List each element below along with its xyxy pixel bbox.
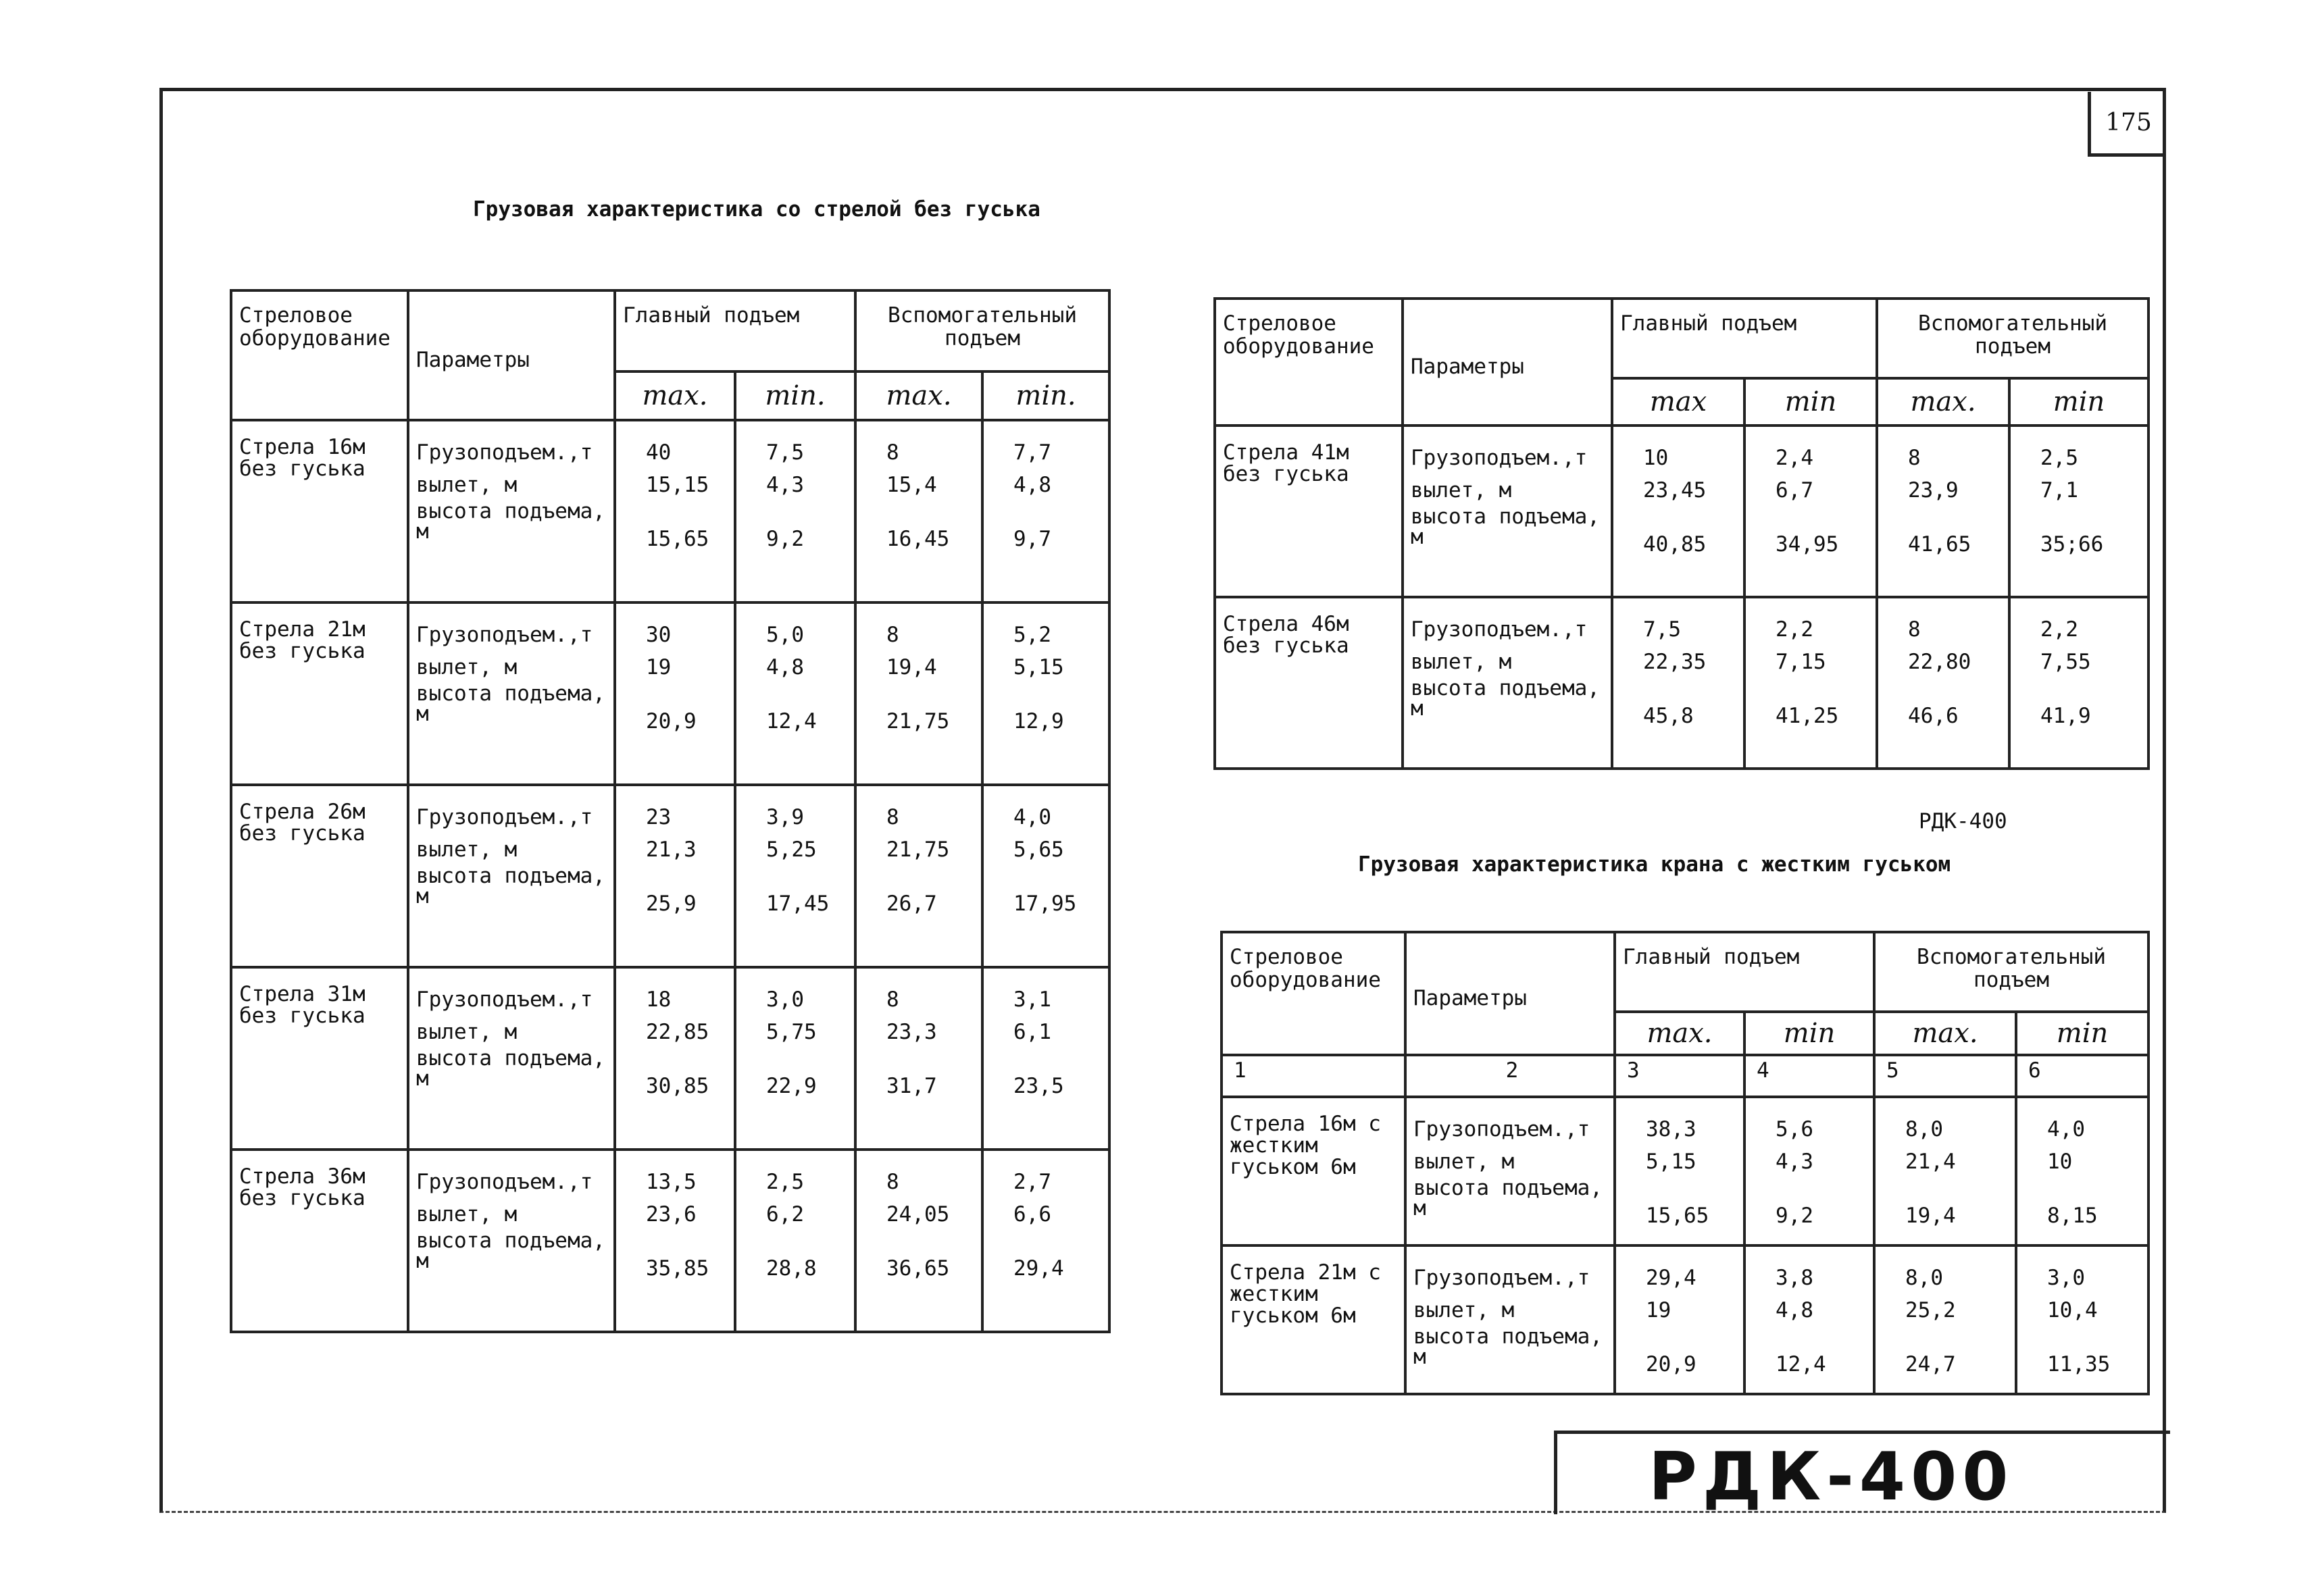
param-label-reach: вылет, м — [416, 655, 518, 679]
equipment-cell: Стрела 21м без гуська — [231, 602, 408, 785]
param-label-capacity: Грузоподъем.,т — [1411, 446, 1588, 470]
value-reach: 4,8 — [766, 655, 804, 679]
header-aux-max: max. — [1874, 1012, 2016, 1055]
value-cell — [855, 602, 982, 785]
value-height: 12,9 — [1013, 709, 1064, 733]
value-cell — [2016, 1245, 2148, 1394]
value-height: 34,95 — [1776, 532, 1839, 557]
value-cell — [1615, 1245, 1744, 1394]
value-cell — [2016, 1097, 2148, 1245]
param-label-reach: вылет, м — [1411, 650, 1512, 674]
header-main-min: min — [1744, 378, 1877, 426]
value-cell — [735, 1150, 855, 1332]
param-label-height: высота подъема, м — [416, 1046, 605, 1091]
param-label-reach: вылет, м — [1413, 1298, 1515, 1322]
value-cell — [855, 420, 982, 602]
value-cell — [615, 1150, 735, 1332]
value-cell — [615, 967, 735, 1150]
value-height: 24,7 — [1905, 1352, 1956, 1376]
equipment-cell: Стрела 16м без гуська — [231, 420, 408, 602]
params-cell — [408, 602, 615, 785]
value-cell — [982, 420, 1109, 602]
params-cell — [1405, 1097, 1615, 1245]
value-height: 36,65 — [886, 1256, 950, 1281]
value-capacity: 2,2 — [2040, 617, 2079, 642]
header-aux-min: min — [2009, 378, 2148, 426]
param-label-capacity: Грузоподъем.,т — [416, 1170, 593, 1194]
value-capacity: 8 — [886, 440, 899, 465]
equipment-cell: Стрела 31м без гуська — [231, 967, 408, 1150]
value-capacity: 30 — [646, 623, 672, 647]
params-cell — [1403, 426, 1612, 597]
table-row — [231, 1150, 1109, 1332]
value-height: 15,65 — [1646, 1204, 1709, 1228]
header-main-max: max. — [615, 371, 735, 420]
value-capacity: 5,2 — [1013, 623, 1052, 647]
value-cell — [1744, 597, 1877, 769]
value-reach: 15,15 — [646, 473, 709, 497]
load-table-rigid-jib — [1220, 931, 2150, 1395]
value-capacity: 3,0 — [766, 987, 804, 1012]
params-cell — [408, 420, 615, 602]
value-capacity: 18 — [646, 987, 672, 1012]
value-cell — [615, 420, 735, 602]
value-cell — [2009, 597, 2148, 769]
header-aux-max: max. — [855, 371, 982, 420]
value-reach: 5,15 — [1646, 1150, 1696, 1174]
value-height: 19,4 — [1905, 1204, 1956, 1228]
value-cell — [2009, 426, 2148, 597]
value-capacity: 40 — [646, 440, 672, 465]
table-row — [1215, 597, 2148, 769]
value-capacity: 2,5 — [766, 1170, 804, 1194]
value-height: 41,25 — [1776, 704, 1839, 728]
value-reach: 21,75 — [886, 838, 950, 862]
right-subtitle: РДК-400 — [1919, 809, 2007, 833]
value-capacity: 7,5 — [1643, 617, 1681, 642]
value-capacity: 38,3 — [1646, 1117, 1696, 1141]
header-params: Параметры — [1405, 932, 1615, 1055]
value-capacity: 23 — [646, 805, 672, 829]
value-reach: 5,15 — [1013, 655, 1064, 679]
value-reach: 23,45 — [1643, 478, 1707, 503]
param-label-capacity: Грузоподъем.,т — [416, 805, 593, 829]
col-number: 5 — [1874, 1055, 2016, 1097]
header-equipment: Стреловое оборудование — [231, 290, 408, 420]
value-height: 41,9 — [2040, 704, 2091, 728]
param-label-height: высота подъема, м — [416, 1229, 605, 1273]
value-height: 8,15 — [2047, 1204, 2098, 1228]
value-capacity: 8,0 — [1905, 1117, 1944, 1141]
table-row — [231, 420, 1109, 602]
param-label-capacity: Грузоподъем.,т — [1411, 617, 1588, 642]
value-reach: 25,2 — [1905, 1298, 1956, 1322]
params-cell — [408, 785, 615, 967]
value-capacity: 3,0 — [2047, 1266, 2086, 1290]
value-reach: 6,1 — [1013, 1020, 1052, 1044]
value-capacity: 3,8 — [1776, 1266, 1813, 1290]
value-capacity: 5,0 — [766, 623, 804, 647]
header-equipment: Стреловое оборудование — [1222, 932, 1405, 1055]
value-capacity: 8 — [886, 805, 899, 829]
value-cell — [1877, 597, 2009, 769]
value-reach: 19 — [646, 655, 672, 679]
header-main-max: max. — [1615, 1012, 1744, 1055]
value-height: 35;66 — [2040, 532, 2104, 557]
param-label-capacity: Грузоподъем.,т — [416, 623, 593, 647]
value-cell — [1615, 1097, 1744, 1245]
value-cell — [1877, 426, 2009, 597]
value-height: 28,8 — [766, 1256, 817, 1281]
value-capacity: 7,5 — [766, 440, 804, 465]
value-capacity: 3,1 — [1013, 987, 1052, 1012]
value-cell — [982, 967, 1109, 1150]
value-capacity: 8 — [886, 1170, 899, 1194]
value-height: 25,9 — [646, 892, 697, 916]
value-height: 17,95 — [1013, 892, 1077, 916]
param-label-capacity: Грузоподъем.,т — [1413, 1266, 1590, 1290]
value-reach: 4,8 — [1776, 1298, 1813, 1322]
header-main-hoist: Главный подъем — [615, 290, 855, 371]
col-number: 3 — [1615, 1055, 1744, 1097]
value-reach: 19,4 — [886, 655, 937, 679]
right-table-title: Грузовая характеристика крана с жестким гуськом — [1358, 852, 1951, 877]
value-cell — [1744, 1245, 1874, 1394]
param-label-height: высота подъема, м — [1413, 1324, 1603, 1369]
param-label-capacity: Грузоподъем.,т — [1413, 1117, 1590, 1141]
value-reach: 6,7 — [1776, 478, 1813, 503]
value-height: 20,9 — [646, 709, 697, 733]
value-height: 9,2 — [1776, 1204, 1813, 1228]
value-cell — [982, 602, 1109, 785]
value-reach: 7,1 — [2040, 478, 2079, 503]
value-capacity: 3,9 — [766, 805, 804, 829]
value-height: 29,4 — [1013, 1256, 1064, 1281]
value-height: 23,5 — [1013, 1074, 1064, 1098]
params-cell — [1405, 1245, 1615, 1394]
param-label-reach: вылет, м — [1411, 478, 1512, 503]
value-height: 21,75 — [886, 709, 950, 733]
header-params: Параметры — [1403, 299, 1612, 426]
value-cell — [735, 420, 855, 602]
value-reach: 23,6 — [646, 1202, 697, 1227]
value-capacity: 8 — [886, 987, 899, 1012]
value-cell — [982, 785, 1109, 967]
equipment-cell: Стрела 21м с жестким гуськом 6м — [1222, 1245, 1405, 1394]
header-main-hoist: Главный подъем — [1612, 299, 1877, 378]
value-capacity: 13,5 — [646, 1170, 697, 1194]
value-capacity: 10 — [1643, 446, 1669, 470]
params-cell — [408, 967, 615, 1150]
value-reach: 10,4 — [2047, 1298, 2098, 1322]
param-label-height: высота подъема, м — [416, 681, 605, 726]
value-capacity: 8 — [1908, 446, 1921, 470]
value-reach: 7,15 — [1776, 650, 1826, 674]
value-reach: 10 — [2047, 1150, 2073, 1174]
load-table-long-boom — [1213, 297, 2150, 770]
value-reach: 5,65 — [1013, 838, 1064, 862]
value-capacity: 2,7 — [1013, 1170, 1052, 1194]
value-height: 40,85 — [1643, 532, 1707, 557]
value-height: 31,7 — [886, 1074, 937, 1098]
header-aux-min: min — [2016, 1012, 2148, 1055]
header-aux-hoist: Вспомогательный подъем — [1874, 932, 2148, 1012]
value-height: 45,8 — [1643, 704, 1694, 728]
table-row — [231, 967, 1109, 1150]
value-reach: 23,9 — [1908, 478, 1959, 503]
value-reach: 22,35 — [1643, 650, 1707, 674]
param-label-height: высота подъема, м — [1411, 676, 1600, 721]
header-aux-min: min. — [982, 371, 1109, 420]
value-cell — [1612, 426, 1744, 597]
left-table-title: Грузовая характеристика со стрелой без гуська — [473, 197, 1040, 222]
value-capacity: 7,7 — [1013, 440, 1052, 465]
value-capacity: 4,0 — [1013, 805, 1052, 829]
value-cell — [1744, 426, 1877, 597]
value-reach: 22,80 — [1908, 650, 1971, 674]
table-row — [231, 785, 1109, 967]
col-number: 1 — [1222, 1055, 1405, 1097]
value-capacity: 8 — [886, 623, 899, 647]
header-main-hoist: Главный подъем — [1615, 932, 1874, 1012]
value-height: 15,65 — [646, 527, 709, 551]
param-label-height: высота подъема, м — [1413, 1176, 1603, 1220]
header-equipment: Стреловое оборудование — [1215, 299, 1403, 426]
value-capacity: 2,4 — [1776, 446, 1813, 470]
value-capacity: 2,2 — [1776, 617, 1813, 642]
logo-text: РДК-400 — [1649, 1439, 2014, 1516]
value-height: 46,6 — [1908, 704, 1959, 728]
value-cell — [735, 967, 855, 1150]
value-capacity: 5,6 — [1776, 1117, 1813, 1141]
table3-body — [1222, 1097, 2148, 1394]
equipment-cell: Стрела 36м без гуська — [231, 1150, 408, 1332]
header-main-min: min — [1744, 1012, 1874, 1055]
table2-body — [1215, 426, 2148, 769]
value-cell — [615, 602, 735, 785]
column-number-row — [1222, 1055, 2148, 1097]
value-cell — [735, 602, 855, 785]
col-number: 4 — [1744, 1055, 1874, 1097]
load-table-no-jib — [230, 289, 1111, 1333]
value-capacity: 29,4 — [1646, 1266, 1696, 1290]
value-cell — [615, 785, 735, 967]
value-height: 20,9 — [1646, 1352, 1696, 1376]
value-height: 16,45 — [886, 527, 950, 551]
value-reach: 6,6 — [1013, 1202, 1052, 1227]
table1-body — [231, 420, 1109, 1332]
equipment-cell: Стрела 26м без гуська — [231, 785, 408, 967]
param-label-height: высота подъема, м — [416, 864, 605, 908]
equipment-cell: Стрела 46м без гуська — [1215, 597, 1403, 769]
header-aux-hoist: Вспомогательный подъем — [855, 290, 1109, 371]
params-cell — [1403, 597, 1612, 769]
param-label-height: высота подъема, м — [416, 499, 605, 544]
equipment-cell: Стрела 16м с жестким гуськом 6м — [1222, 1097, 1405, 1245]
value-reach: 5,75 — [766, 1020, 817, 1044]
value-reach: 6,2 — [766, 1202, 804, 1227]
value-height: 35,85 — [646, 1256, 709, 1281]
value-height: 9,7 — [1013, 527, 1052, 551]
header-params: Параметры — [408, 290, 615, 420]
value-cell — [855, 1150, 982, 1332]
value-height: 12,4 — [766, 709, 817, 733]
value-cell — [1874, 1097, 2016, 1245]
value-capacity: 2,5 — [2040, 446, 2079, 470]
value-reach: 5,25 — [766, 838, 817, 862]
value-reach: 4,8 — [1013, 473, 1052, 497]
table-row — [1222, 1097, 2148, 1245]
param-label-reach: вылет, м — [416, 838, 518, 862]
value-height: 26,7 — [886, 892, 937, 916]
value-height: 17,45 — [766, 892, 830, 916]
value-reach: 7,55 — [2040, 650, 2091, 674]
header-aux-max: max. — [1877, 378, 2009, 426]
value-reach: 21,3 — [646, 838, 697, 862]
value-reach: 24,05 — [886, 1202, 950, 1227]
value-reach: 15,4 — [886, 473, 937, 497]
header-aux-hoist: Вспомогательный подъем — [1877, 299, 2148, 378]
param-label-capacity: Грузоподъем.,т — [416, 987, 593, 1012]
value-cell — [1874, 1245, 2016, 1394]
value-cell — [982, 1150, 1109, 1332]
equipment-cell: Стрела 41м без гуська — [1215, 426, 1403, 597]
table-row — [1222, 1245, 2148, 1394]
value-reach: 4,3 — [766, 473, 804, 497]
col-number: 2 — [1405, 1055, 1615, 1097]
param-label-reach: вылет, м — [416, 1020, 518, 1044]
table-row — [231, 602, 1109, 785]
value-reach: 23,3 — [886, 1020, 937, 1044]
value-height: 30,85 — [646, 1074, 709, 1098]
value-reach: 19 — [1646, 1298, 1671, 1322]
value-reach: 21,4 — [1905, 1150, 1956, 1174]
param-label-capacity: Грузоподъем.,т — [416, 440, 593, 465]
param-label-reach: вылет, м — [416, 473, 518, 497]
table-row — [1215, 426, 2148, 597]
value-reach: 4,3 — [1776, 1150, 1813, 1174]
value-cell — [1744, 1097, 1874, 1245]
value-cell — [1612, 597, 1744, 769]
value-capacity: 8,0 — [1905, 1266, 1944, 1290]
value-cell — [735, 785, 855, 967]
value-height: 22,9 — [766, 1074, 817, 1098]
params-cell — [408, 1150, 615, 1332]
header-main-max: max — [1612, 378, 1744, 426]
col-number: 6 — [2016, 1055, 2148, 1097]
param-label-reach: вылет, м — [1413, 1150, 1515, 1174]
header-main-min: min. — [735, 371, 855, 420]
value-height: 11,35 — [2047, 1352, 2111, 1376]
page-number: 175 — [2088, 92, 2166, 157]
value-reach: 22,85 — [646, 1020, 709, 1044]
value-cell — [855, 967, 982, 1150]
value-height: 41,65 — [1908, 532, 1971, 557]
value-height: 9,2 — [766, 527, 804, 551]
value-cell — [855, 785, 982, 967]
param-label-reach: вылет, м — [416, 1202, 518, 1227]
value-capacity: 8 — [1908, 617, 1921, 642]
value-height: 12,4 — [1776, 1352, 1826, 1376]
param-label-height: высота подъема, м — [1411, 505, 1600, 549]
value-capacity: 4,0 — [2047, 1117, 2086, 1141]
